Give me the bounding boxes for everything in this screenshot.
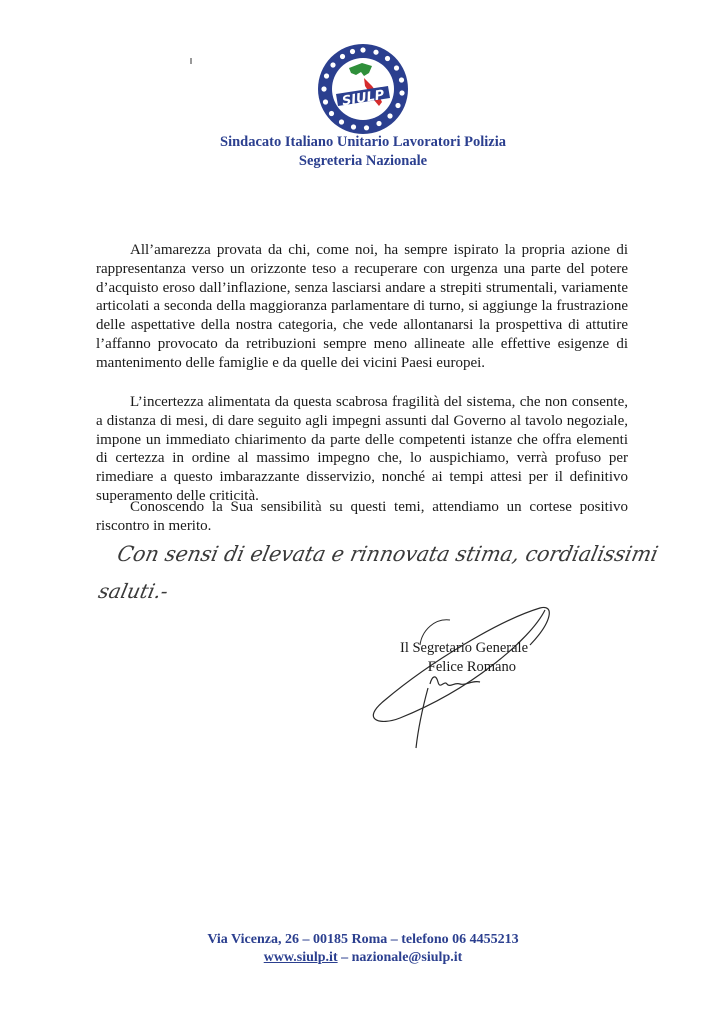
- handwritten-line-2: saluti.-: [96, 579, 171, 603]
- email-address: nazionale@siulp.it: [351, 950, 463, 965]
- siulp-logo: [316, 42, 410, 136]
- paragraph-3-text: Conoscendo la Sua sensibilità su questi temi, attendiamo un cortese positivo riscontro in merito.: [96, 499, 628, 534]
- scan-artifact: [190, 58, 192, 64]
- signatory-name: Felice Romano: [427, 659, 516, 675]
- website-link[interactable]: www.siulp.it: [263, 950, 338, 965]
- letter-paragraph-2: [96, 393, 628, 506]
- paragraph-1-text: All’amarezza provata da chi, come noi, ha sempre ispirato la propria azione di rappresentanza verso un orizzonte teso a recuperare con urgenza una parte del potere d’acquisto eroso dall’inflazione, senza lasciarsi andare a strepiti strumentali, variamente articolati a seconda della maggioranza parlamentare di turno, si aggiunge la frustrazione delle aspettative della nostra categoria, che vede allontanarsi la prospettiva di attutire l’affanno provocato da retribuzioni sempre meno allineate alle effettive esigenze di mantenimento delle famiglie e da quelle dei vicini Paesi europei.: [96, 242, 628, 371]
- handwritten-closing: [96, 534, 716, 604]
- handwritten-line-1: Con sensi di elevata e rinnovata stima, cordialissimi: [114, 542, 675, 567]
- paragraph-2-text: L’incertezza alimentata da questa scabrosa fragilità del sistema, che non consente, a distanza di mesi, di dare seguito agli impegni assunti dal Governo al tavolo negoziale, impone un immediato chiarimento da parte delle competenti istanze che offra elementi di certezza in ordine al massimo impegno che, lo auspichiamo, verrà profuso per rimediare a questo imbarazzante disservizio, nonché ai tempi attesi per il definitivo superamento delle criticità.: [96, 394, 628, 504]
- footer-contacts: [0, 950, 726, 966]
- logo-text: SIULP: [341, 87, 386, 110]
- signatory-title: Il Segretario Generale: [399, 640, 528, 656]
- organization-department: Segreteria Nazionale: [298, 153, 428, 169]
- footer-address: Via Vicenza, 26 – 00185 Roma – telefono 06 4455213: [207, 932, 519, 947]
- organization-name: Sindacato Italiano Unitario Lavoratori Polizia: [220, 134, 506, 150]
- footer-separator: –: [337, 950, 352, 965]
- letter-paragraph-3: [96, 498, 628, 536]
- letter-paragraph-1: [96, 241, 628, 373]
